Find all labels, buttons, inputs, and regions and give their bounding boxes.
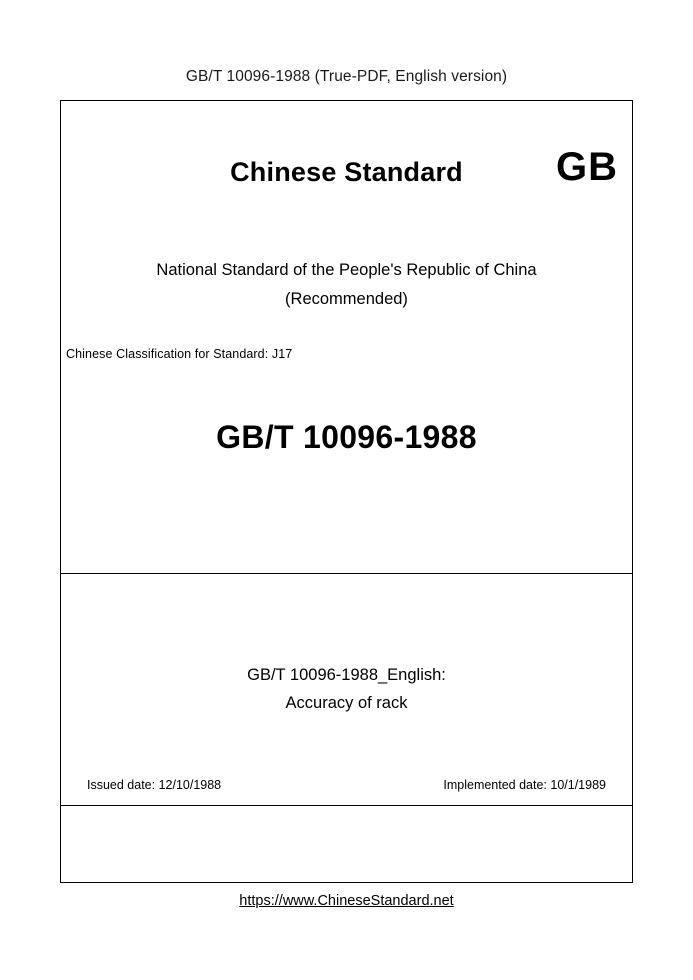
english-title-line-1: GB/T 10096-1988_English: bbox=[247, 666, 446, 684]
cover-bottom-strip bbox=[61, 806, 632, 850]
english-title bbox=[61, 661, 632, 717]
gb-logo-mark: GB bbox=[556, 145, 618, 189]
english-title-line-2: Accuracy of rack bbox=[285, 694, 408, 712]
cover-bottom-section bbox=[61, 574, 632, 806]
implemented-date: Implemented date: 10/1/1989 bbox=[443, 778, 606, 792]
cover-top-section bbox=[61, 101, 632, 574]
national-standard-line-2: (Recommended) bbox=[285, 290, 408, 308]
standard-title: Chinese Standard bbox=[230, 157, 463, 187]
classification-code: Chinese Classification for Standard: J17 bbox=[66, 347, 293, 361]
issued-date: Issued date: 12/10/1988 bbox=[87, 778, 222, 792]
cover-frame bbox=[60, 100, 633, 883]
footer-url[interactable] bbox=[0, 893, 693, 909]
national-standard-line-1: National Standard of the People's Republic of China bbox=[156, 261, 537, 279]
footer-url-text: https://www.ChineseStandard.net bbox=[239, 893, 454, 909]
date-row bbox=[61, 778, 632, 792]
page-title: GB/T 10096-1988 (True-PDF, English version) bbox=[185, 68, 508, 85]
national-standard-line bbox=[61, 256, 632, 314]
standard-number: GB/T 10096-1988 bbox=[216, 419, 477, 455]
